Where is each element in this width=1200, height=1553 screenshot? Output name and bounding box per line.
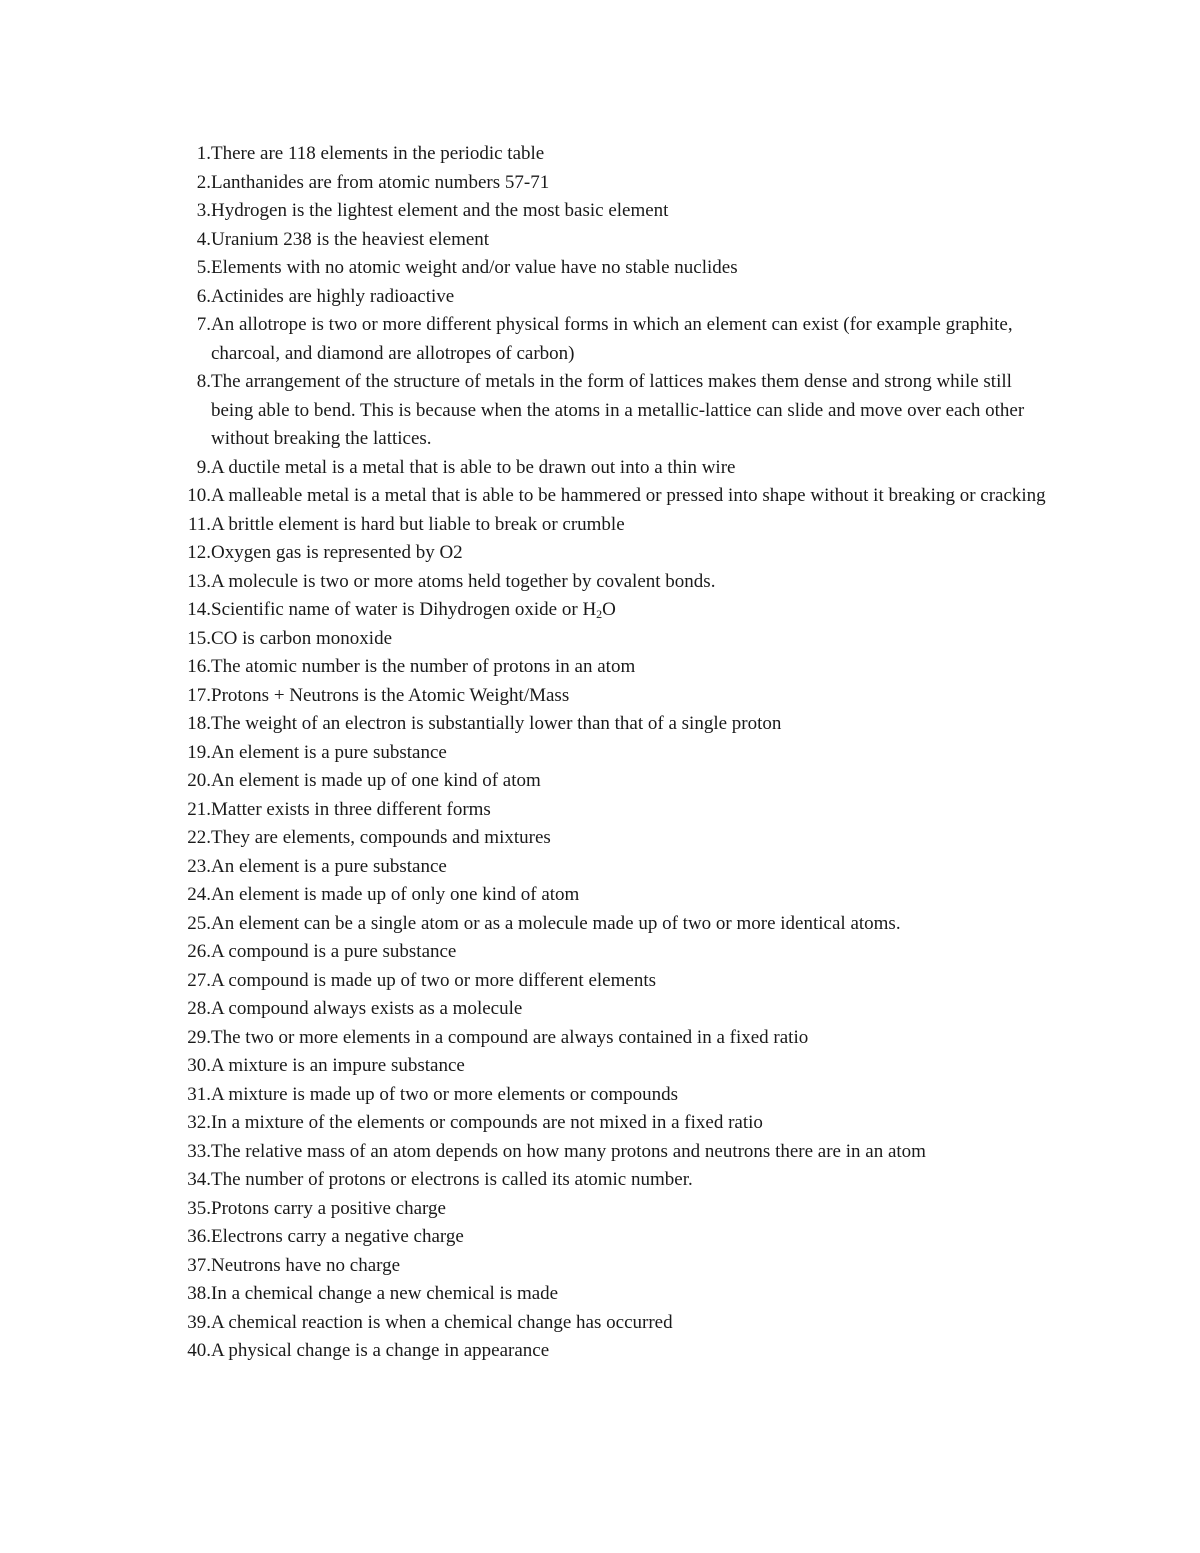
item-text: Protons carry a positive charge	[211, 1197, 446, 1219]
item-number: 40.	[187, 1340, 211, 1361]
item-text: The two or more elements in a compound are always contained in a fixed ratio	[211, 1026, 809, 1048]
item-number: 28.	[187, 998, 211, 1019]
list-item	[150, 596, 1050, 625]
list-item	[150, 967, 1050, 996]
item-number: 18.	[187, 713, 211, 734]
list-item	[150, 1223, 1050, 1252]
item-number: 13.	[187, 570, 211, 592]
list-item	[150, 197, 1050, 226]
facts-list	[150, 140, 1050, 1366]
list-item	[150, 625, 1050, 654]
list-item	[150, 910, 1050, 939]
list-item	[150, 796, 1050, 825]
item-text: Neutrons have no charge	[211, 1254, 401, 1276]
item-text: There are 118 elements in the periodic table	[211, 143, 545, 164]
item-text: Uranium 238 is the heaviest element	[211, 228, 490, 250]
list-item	[150, 226, 1050, 255]
list-item	[150, 568, 1050, 597]
item-text: Matter exists in three different forms	[211, 798, 491, 820]
item-text: Elements with no atomic weight and/or value have no stable nuclides	[211, 257, 738, 278]
item-number: 11.	[187, 513, 211, 535]
item-text: An element is made up of only one kind of atom	[211, 884, 580, 905]
list-item	[150, 539, 1050, 568]
list-item	[150, 1280, 1050, 1309]
item-number: 3.	[196, 200, 211, 221]
list-item	[150, 938, 1050, 967]
item-number: 32.	[187, 1112, 211, 1133]
item-number: 16.	[187, 656, 211, 677]
item-number: 1.	[196, 143, 211, 164]
item-number: 6.	[196, 285, 211, 307]
list-item	[150, 254, 1050, 283]
item-number: 10.	[187, 485, 211, 506]
item-text: An element is made up of one kind of atom	[211, 770, 541, 791]
item-text: An allotrope is two or more different physical forms in which an element can exist (for example graphite, charcoal, and diamond are allotropes of carbon)	[211, 314, 1013, 364]
list-item	[150, 995, 1050, 1024]
list-item	[150, 653, 1050, 682]
item-number: 27.	[187, 969, 211, 991]
item-text: In a mixture of the elements or compounds are not mixed in a fixed ratio	[211, 1112, 763, 1133]
item-text: A physical change is a change in appearance	[211, 1340, 550, 1361]
list-item	[150, 1109, 1050, 1138]
item-number: 17.	[187, 684, 211, 706]
item-text: A brittle element is hard but liable to break or crumble	[211, 513, 625, 535]
list-item	[150, 140, 1050, 169]
item-text: A molecule is two or more atoms held together by covalent bonds.	[211, 570, 716, 592]
list-item	[150, 1138, 1050, 1167]
item-text: A mixture is made up of two or more elements or compounds	[211, 1083, 678, 1105]
list-item	[150, 311, 1050, 368]
item-text: An element is a pure substance	[211, 855, 447, 877]
item-text: Protons + Neutrons is the Atomic Weight/Mass	[211, 684, 570, 706]
list-item	[150, 1166, 1050, 1195]
item-number: 39.	[187, 1311, 211, 1333]
item-text	[211, 596, 1050, 625]
list-item	[150, 739, 1050, 768]
item-number: 35.	[187, 1197, 211, 1219]
item-text: Actinides are highly radioactive	[211, 285, 455, 307]
list-item	[150, 1252, 1050, 1281]
list-item	[150, 682, 1050, 711]
item-text: The arrangement of the structure of metals in the form of lattices makes them dense and strong while still being able to bend. This is because when the atoms in a metallic-lattice can slide and move over each other without breaking the lattices.	[211, 371, 1025, 449]
list-item	[150, 1081, 1050, 1110]
item-text-before: Scientific name of water is Dihydrogen oxide or H	[211, 599, 597, 620]
list-item	[150, 368, 1050, 454]
list-item	[150, 824, 1050, 853]
item-number: 8.	[196, 371, 211, 392]
item-text: A compound is made up of two or more different elements	[211, 969, 656, 991]
list-item	[150, 710, 1050, 739]
item-text: The atomic number is the number of protons in an atom	[211, 656, 636, 677]
item-text: The relative mass of an atom depends on how many protons and neutrons there are in an atom	[211, 1140, 926, 1162]
item-number: 15.	[187, 627, 211, 649]
item-number: 22.	[187, 827, 211, 848]
item-text: CO is carbon monoxide	[211, 627, 393, 649]
item-number: 20.	[187, 770, 211, 791]
item-number: 31.	[187, 1083, 211, 1105]
item-text: A compound is a pure substance	[211, 941, 457, 962]
item-number: 23.	[187, 855, 211, 877]
item-number: 7.	[196, 314, 211, 335]
item-number: 33.	[187, 1140, 211, 1162]
item-text: A mixture is an impure substance	[211, 1055, 465, 1076]
list-item	[150, 1309, 1050, 1338]
item-text: Lanthanides are from atomic numbers 57-71	[211, 171, 550, 193]
item-number: 37.	[187, 1254, 211, 1276]
item-number: 4.	[196, 228, 211, 250]
item-number: 9.	[196, 456, 211, 478]
item-text: The weight of an electron is substantially lower than that of a single proton	[211, 713, 782, 734]
list-item	[150, 767, 1050, 796]
item-text: A compound always exists as a molecule	[211, 998, 523, 1019]
item-number: 5.	[196, 257, 211, 278]
item-text: An element can be a single atom or as a molecule made up of two or more identical atoms.	[211, 912, 901, 934]
item-number: 25.	[187, 912, 211, 934]
item-number: 29.	[187, 1026, 211, 1048]
item-number: 14.	[187, 599, 211, 620]
item-text: The number of protons or electrons is called its atomic number.	[211, 1169, 693, 1190]
item-text: In a chemical change a new chemical is made	[211, 1283, 559, 1304]
item-number: 2.	[196, 171, 211, 193]
list-item	[150, 511, 1050, 540]
list-item	[150, 1024, 1050, 1053]
item-text: An element is a pure substance	[211, 741, 447, 763]
list-item	[150, 482, 1050, 511]
item-text: Hydrogen is the lightest element and the most basic element	[211, 200, 669, 221]
item-text-after: O	[602, 599, 616, 620]
list-item	[150, 881, 1050, 910]
item-text: A ductile metal is a metal that is able to be drawn out into a thin wire	[211, 456, 736, 478]
list-item	[150, 853, 1050, 882]
item-number: 24.	[187, 884, 211, 905]
item-number: 34.	[187, 1169, 211, 1190]
list-item	[150, 1052, 1050, 1081]
item-text: A chemical reaction is when a chemical change has occurred	[211, 1311, 673, 1333]
item-text: They are elements, compounds and mixtures	[211, 827, 551, 848]
list-item	[150, 1337, 1050, 1366]
item-text: A malleable metal is a metal that is able to be hammered or pressed into shape without it breaking or cracking	[211, 485, 1046, 506]
item-number: 38.	[187, 1283, 211, 1304]
item-number: 19.	[187, 741, 211, 763]
item-number: 30.	[187, 1055, 211, 1076]
subscript: 2	[596, 607, 603, 621]
list-item	[150, 1195, 1050, 1224]
list-item	[150, 283, 1050, 312]
item-number: 21.	[187, 798, 211, 820]
item-number: 26.	[187, 941, 211, 962]
item-text: Electrons carry a negative charge	[211, 1226, 464, 1247]
item-text: Oxygen gas is represented by O2	[211, 542, 463, 563]
list-item	[150, 169, 1050, 198]
item-number: 36.	[187, 1226, 211, 1247]
list-item	[150, 454, 1050, 483]
item-number: 12.	[187, 542, 211, 563]
